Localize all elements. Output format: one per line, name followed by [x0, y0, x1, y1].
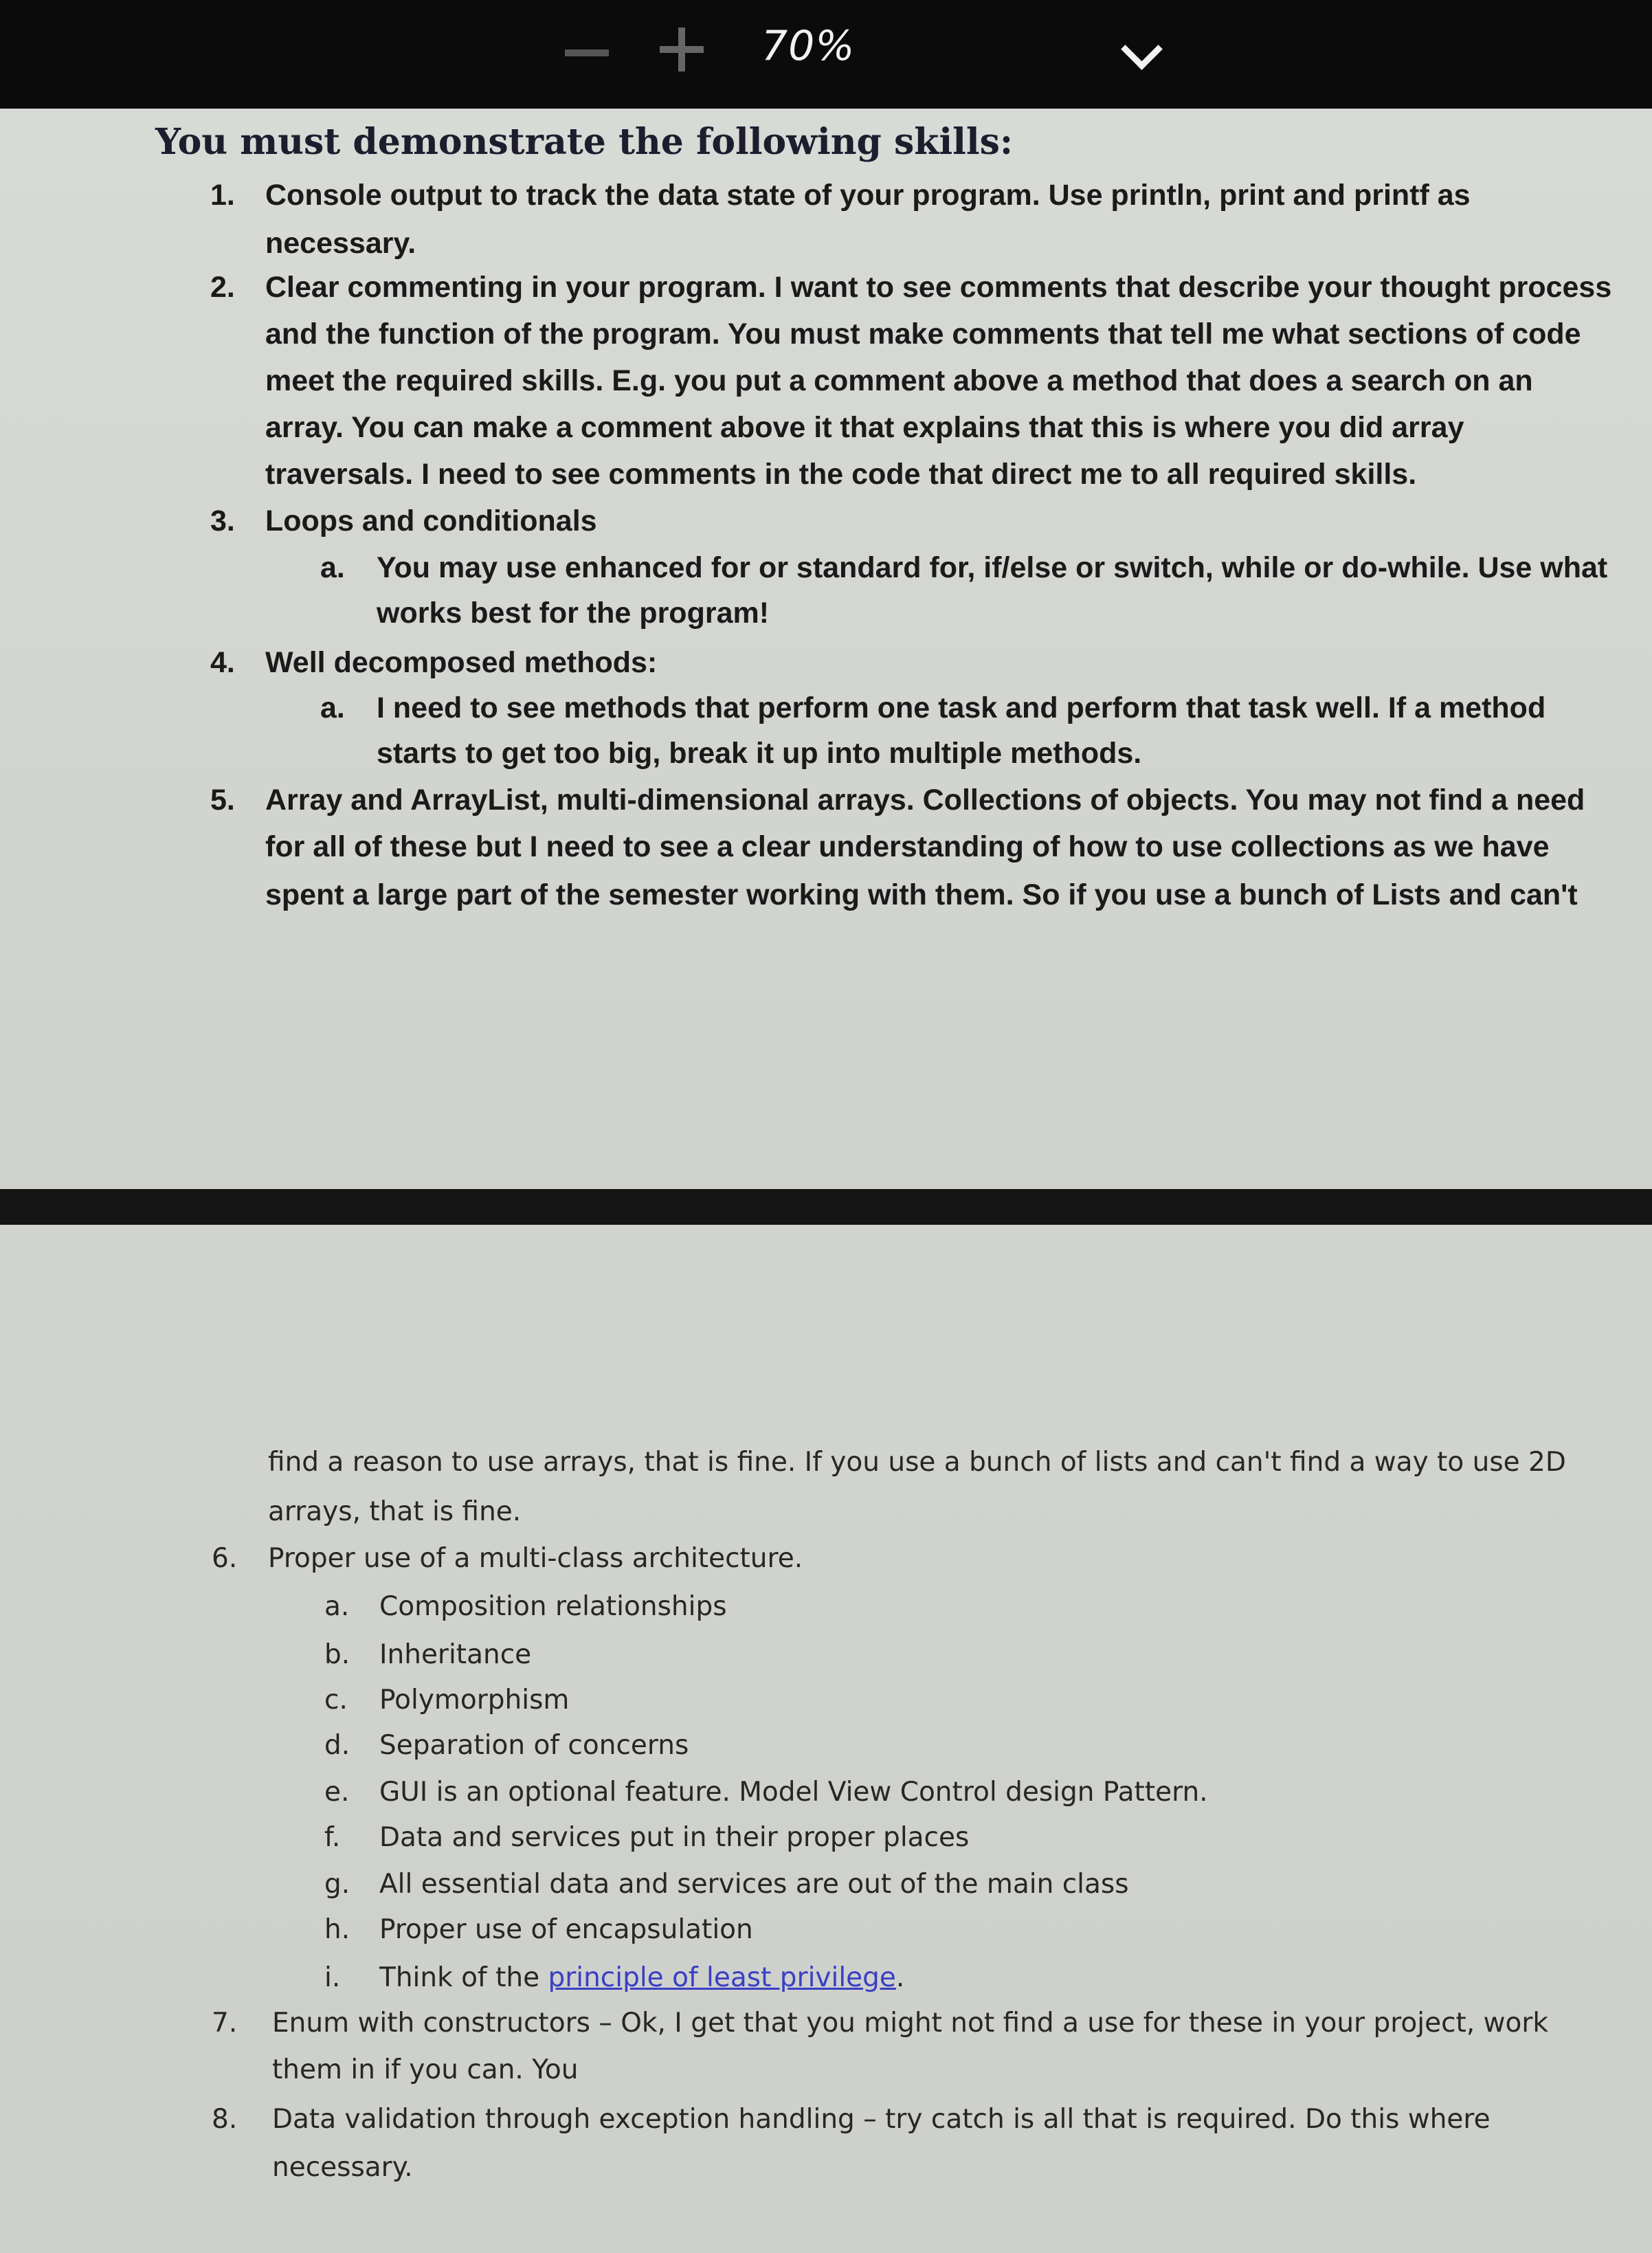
- zoom-out-icon[interactable]: [565, 49, 609, 56]
- list-item-text: Clear commenting in your program. I want to see comments that describe your thought process: [265, 271, 1612, 304]
- sub-list-letter: i.: [324, 1962, 341, 1993]
- list-item-text: meet the required skills. E.g. you put a comment above a method that does a search on an: [265, 364, 1533, 397]
- list-number: 7.: [212, 2008, 238, 2039]
- sub-list-letter: c.: [324, 1685, 348, 1716]
- sub-list-letter: a.: [320, 691, 345, 724]
- sub-list-text: Data and services put in their proper places: [379, 1822, 970, 1853]
- list-item-text: Array and ArrayList, multi-dimensional arrays. Collections of objects. You may not find a need: [265, 784, 1585, 817]
- list-number: 8.: [212, 2104, 238, 2135]
- sub-list-letter: g.: [324, 1869, 350, 1900]
- list-item-text: Well decomposed methods:: [265, 646, 658, 679]
- list-item-text: traversals. I need to see comments in the code that direct me to all required skills.: [265, 458, 1417, 491]
- sub-list-text: Polymorphism: [379, 1685, 570, 1716]
- sub-list-letter: a.: [320, 551, 345, 584]
- list-item-text: Data validation through exception handling – try catch is all that is required. Do this where: [272, 2104, 1491, 2135]
- sub-list-text: GUI is an optional feature. Model View Control design Pattern.: [379, 1777, 1208, 1808]
- chevron-down-icon[interactable]: [1121, 28, 1163, 70]
- list-item-text: necessary.: [272, 2152, 413, 2183]
- sub-list-text: Proper use of encapsulation: [379, 1914, 753, 1945]
- page-heading: You must demonstrate the following skills:: [155, 121, 1014, 163]
- list-item-text: Console output to track the data state of your program. Use println, print and printf as: [265, 179, 1471, 212]
- list-item-text: Proper use of a multi-class architecture.: [268, 1543, 803, 1574]
- document-page-1: [0, 109, 1652, 1189]
- sub-list-letter: h.: [324, 1914, 350, 1945]
- sub-list-letter: f.: [324, 1822, 341, 1853]
- list-number: 2.: [210, 271, 235, 304]
- list-number: 4.: [210, 646, 235, 679]
- document-page-2: [0, 1225, 1652, 2253]
- sub-list-letter: a.: [324, 1591, 350, 1622]
- sub-list-text: Inheritance: [379, 1639, 532, 1670]
- list-item-text: array. You can make a comment above it that explains that this is where you did array: [265, 411, 1464, 444]
- list-number: 1.: [210, 179, 235, 212]
- list-item-text: Enum with constructors – Ok, I get that you might not find a use for these in your project, work: [272, 2008, 1549, 2039]
- list-item-text: Loops and conditionals: [265, 504, 597, 537]
- list-item-text: them in if you can. You: [272, 2054, 579, 2085]
- sub-list-text: You may use enhanced for or standard for, if/else or switch, while or do-while. Use what: [377, 551, 1608, 584]
- list-number: 3.: [210, 504, 235, 537]
- sub-list-letter: e.: [324, 1777, 350, 1808]
- sub-list-text: Composition relationships: [379, 1591, 727, 1622]
- list-item-text: and the function of the program. You must make comments that tell me what sections of code: [265, 318, 1581, 351]
- sub-list-text: I need to see methods that perform one task and perform that task well. If a method: [377, 691, 1546, 724]
- list-item-text: find a reason to use arrays, that is fine. If you use a bunch of lists and can't find a way to use 2D: [268, 1447, 1566, 1478]
- list-item-text: spent a large part of the semester working with them. So if you use a bunch of Lists and can't: [265, 878, 1578, 911]
- list-item-text: arrays, that is fine.: [268, 1496, 522, 1527]
- sub-list-text-after: .: [895, 1962, 905, 1993]
- viewer-toolbar: [0, 0, 1652, 109]
- sub-list-text: works best for the program!: [377, 597, 770, 630]
- sub-list-text: starts to get too big, break it up into multiple methods.: [377, 737, 1142, 770]
- page-separator: [0, 1189, 1652, 1225]
- zoom-in-icon[interactable]: [660, 27, 704, 71]
- sub-list-letter: b.: [324, 1639, 350, 1670]
- principle-link[interactable]: principle of least privilege: [548, 1962, 896, 1993]
- list-item-text: for all of these but I need to see a clear understanding of how to use collections as we have: [265, 830, 1550, 863]
- sub-list-text-before: Think of the: [379, 1962, 548, 1993]
- list-number: 6.: [212, 1543, 238, 1574]
- sub-list-letter: d.: [324, 1730, 350, 1761]
- list-item-text: necessary.: [265, 227, 416, 260]
- sub-list-text: Separation of concerns: [379, 1730, 689, 1761]
- sub-list-text: [379, 1960, 904, 1996]
- zoom-level[interactable]: 70%: [761, 22, 856, 70]
- sub-list-text: All essential data and services are out of the main class: [379, 1869, 1129, 1900]
- list-number: 5.: [210, 784, 235, 817]
